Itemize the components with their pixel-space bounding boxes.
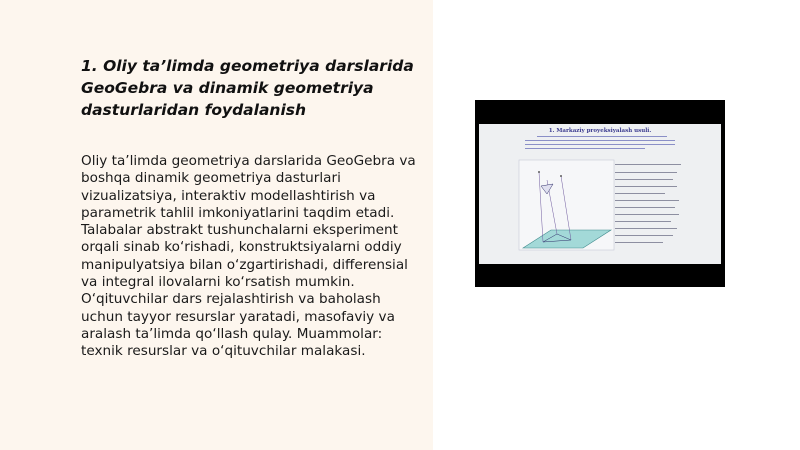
slide-text-line xyxy=(615,179,673,180)
slide-text-line xyxy=(615,221,671,222)
body-paragraph: Oliy ta’limda geometriya darslarida GeoGebra va boshqa dinamik geometriya dasturlari vizualizatsiya, interaktiv modellashtirish va parametrik tahlil imkoniyatlarini taqdim etadi. Talabalar abstrakt tushunchalarni eksperiment orqali sinab ko‘rishadi, konstruktsiyalarni oddiy manipulyatsiya bilan o‘zgartirishadi, differensial va integral ilovalarni ko‘rsatish mumkin. O‘qituvchilar dars rejalashtirish va baholash uchun tayyor resurslar yaratadi, masofaviy va aralash ta’limda qo‘llash qulay. Muammolar: texnik resurslar va o‘qituvchilar malakasi. xyxy=(81,153,416,360)
embedded-slide xyxy=(479,124,721,264)
slide-text-line xyxy=(615,186,677,187)
slide-text-line xyxy=(615,242,663,243)
slide-text-line xyxy=(615,200,679,201)
slide-image xyxy=(475,100,725,287)
slide-text-line xyxy=(615,214,679,215)
slide-text-line xyxy=(615,228,677,229)
slide-text-line xyxy=(615,164,681,165)
slide-text-line xyxy=(615,235,673,236)
slide-text-line xyxy=(615,193,665,194)
projection-diagram xyxy=(479,124,721,264)
slide-title: 1. Markaziy proyeksiyalash usuli. xyxy=(548,128,652,134)
section-title: 1. Oliy ta’limda geometriya darslarida GeoGebra va dinamik geometriya dasturlaridan foydalanish xyxy=(81,57,414,119)
slide-text-line xyxy=(615,207,675,208)
slide-text-line xyxy=(615,172,677,173)
